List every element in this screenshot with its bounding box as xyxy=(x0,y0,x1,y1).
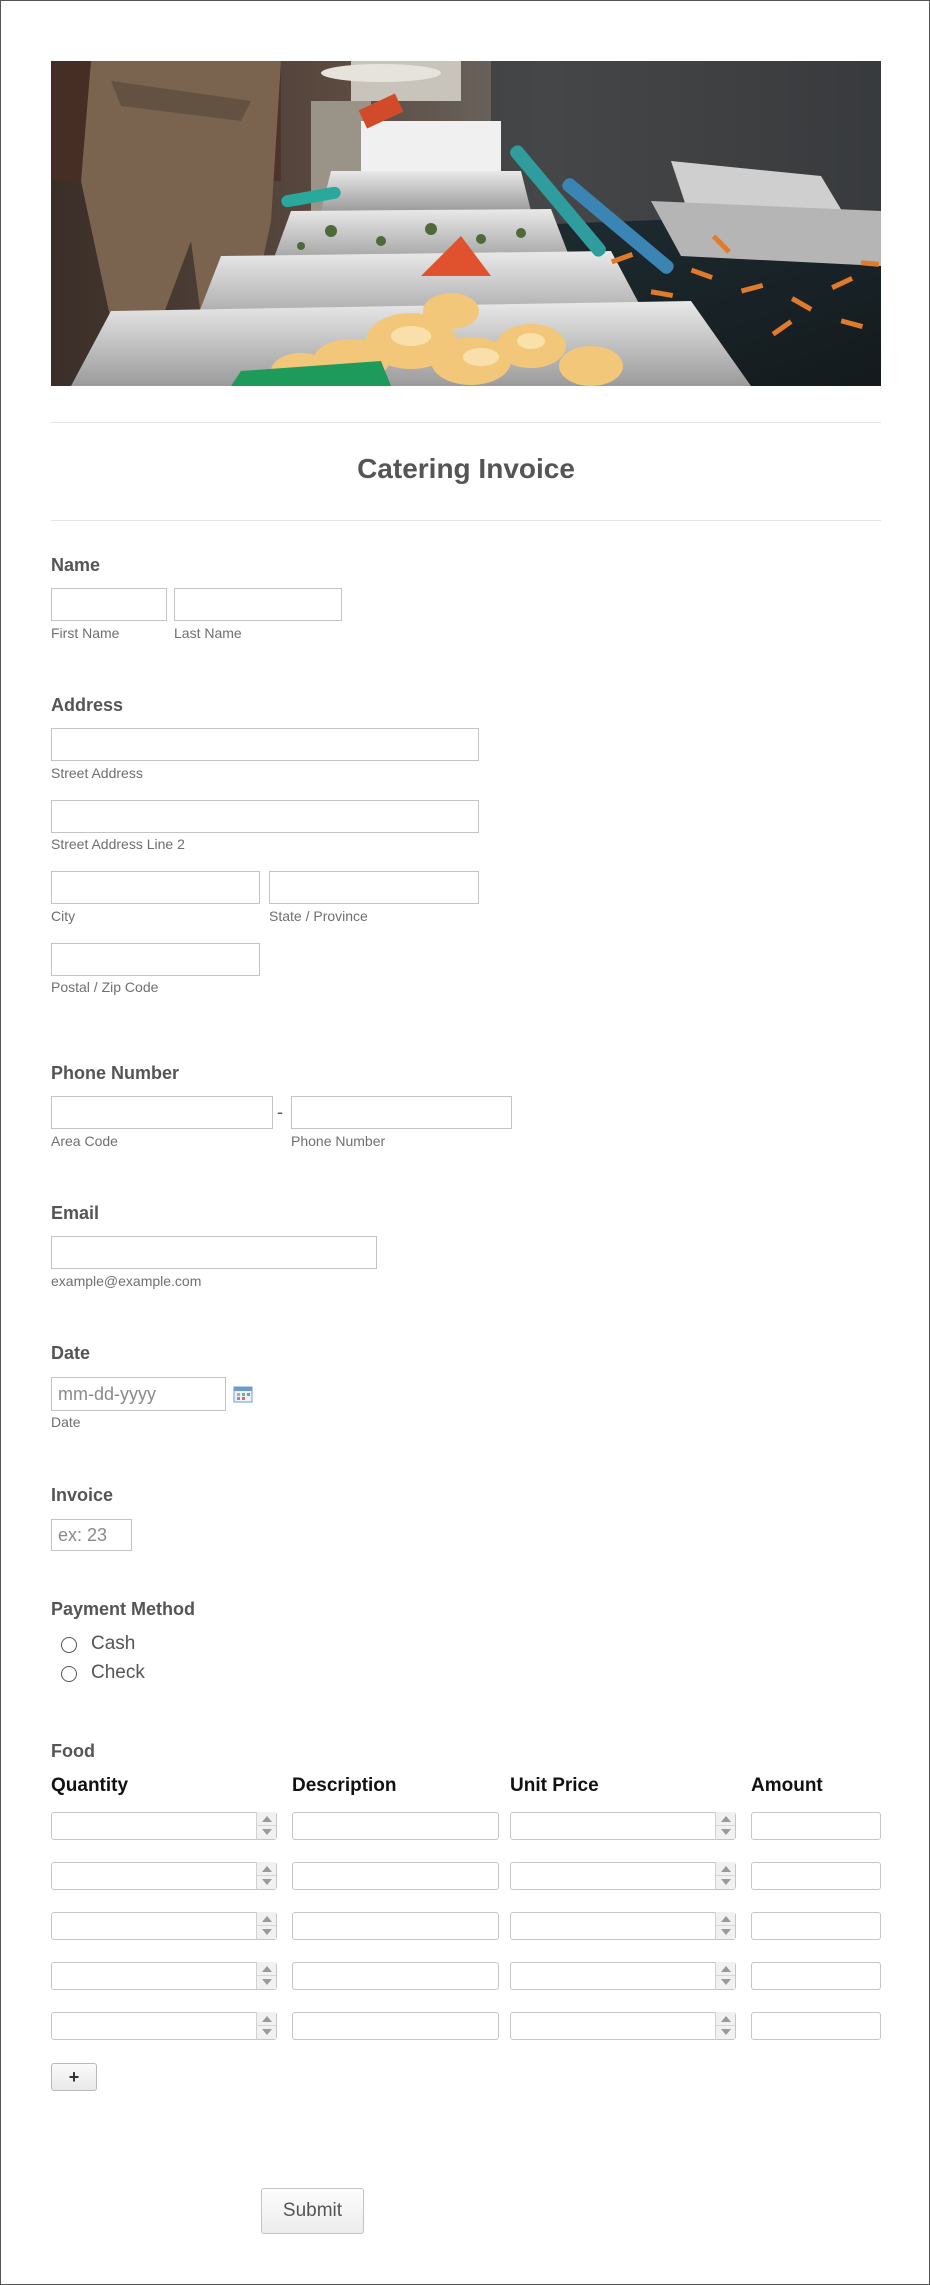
quantity-input-row-2[interactable] xyxy=(51,1862,277,1890)
spinner-up-icon[interactable] xyxy=(716,1912,735,1926)
email-sublabel: example@example.com xyxy=(51,1273,202,1289)
spinner-up-icon[interactable] xyxy=(716,1812,735,1826)
payment-cash-label[interactable]: Cash xyxy=(91,1633,136,1654)
postal-code-sublabel: Postal / Zip Code xyxy=(51,979,159,995)
unit-price-input-row-5[interactable] xyxy=(510,2012,736,2040)
description-input-row-5[interactable] xyxy=(292,2012,499,2040)
street-address-input[interactable] xyxy=(51,728,479,761)
unit-price-input-row-1[interactable] xyxy=(510,1812,736,1840)
description-input-row-1[interactable] xyxy=(292,1812,499,1840)
column-unit-price: Unit Price xyxy=(510,1775,599,1796)
amount-input-row-5[interactable] xyxy=(751,2012,881,2040)
phone-label: Phone Number xyxy=(51,1063,180,1083)
description-input-row-3[interactable] xyxy=(292,1912,499,1940)
calendar-icon[interactable] xyxy=(233,1385,253,1403)
invoice-input[interactable] xyxy=(51,1519,132,1551)
quantity-input-row-5-spinner[interactable] xyxy=(256,2012,276,2040)
hero-catering-image xyxy=(51,61,881,386)
amount-input-row-4[interactable] xyxy=(751,1962,881,1990)
last-name-input[interactable] xyxy=(174,588,342,621)
payment-check-radio[interactable] xyxy=(61,1666,77,1682)
amount-input-row-1[interactable] xyxy=(751,1812,881,1840)
spinner-up-icon[interactable] xyxy=(716,1862,735,1876)
payment-cash-radio[interactable] xyxy=(61,1637,77,1653)
unit-price-input-row-5-spinner[interactable] xyxy=(715,2012,735,2040)
state-province-input[interactable] xyxy=(269,871,479,904)
unit-price-input-row-2-spinner[interactable] xyxy=(715,1862,735,1890)
email-label: Email xyxy=(51,1203,100,1223)
unit-price-input-row-4[interactable] xyxy=(510,1962,736,1990)
first-name-sublabel: First Name xyxy=(51,625,120,641)
spinner-up-icon[interactable] xyxy=(716,2012,735,2026)
spinner-down-icon[interactable] xyxy=(716,1826,735,1839)
food-label: Food xyxy=(51,1741,95,1761)
area-code-input[interactable] xyxy=(51,1096,273,1129)
submit-button[interactable]: Submit xyxy=(261,2188,364,2234)
spinner-up-icon[interactable] xyxy=(257,1962,276,1976)
column-quantity: Quantity xyxy=(51,1775,129,1796)
divider-bottom xyxy=(51,520,881,521)
spinner-up-icon[interactable] xyxy=(716,1962,735,1976)
spinner-down-icon[interactable] xyxy=(257,1926,276,1939)
description-input-row-4[interactable] xyxy=(292,1962,499,1990)
quantity-input-row-5[interactable] xyxy=(51,2012,277,2040)
invoice-label: Invoice xyxy=(51,1485,114,1505)
quantity-input-row-2-spinner[interactable] xyxy=(256,1862,276,1890)
street-address-sublabel: Street Address xyxy=(51,765,143,781)
date-sublabel: Date xyxy=(51,1414,81,1430)
column-amount: Amount xyxy=(751,1775,823,1796)
spinner-down-icon[interactable] xyxy=(257,1976,276,1989)
quantity-input-row-3-spinner[interactable] xyxy=(256,1912,276,1940)
phone-number-sublabel: Phone Number xyxy=(291,1133,386,1149)
unit-price-input-row-4-spinner[interactable] xyxy=(715,1962,735,1990)
quantity-input-row-4-spinner[interactable] xyxy=(256,1962,276,1990)
city-sublabel: City xyxy=(51,908,76,924)
address-label: Address xyxy=(51,695,124,715)
column-description: Description xyxy=(292,1775,397,1796)
spinner-down-icon[interactable] xyxy=(716,1976,735,1989)
date-label: Date xyxy=(51,1343,91,1363)
quantity-input-row-4[interactable] xyxy=(51,1962,277,1990)
amount-input-row-2[interactable] xyxy=(751,1862,881,1890)
spinner-up-icon[interactable] xyxy=(257,2012,276,2026)
unit-price-input-row-3[interactable] xyxy=(510,1912,736,1940)
payment-check-label[interactable]: Check xyxy=(91,1662,145,1683)
postal-code-input[interactable] xyxy=(51,943,260,976)
add-row-button[interactable]: + xyxy=(51,2063,97,2091)
street-address-line2-input[interactable] xyxy=(51,800,479,833)
spinner-down-icon[interactable] xyxy=(257,1826,276,1839)
state-province-sublabel: State / Province xyxy=(269,908,368,924)
spinner-down-icon[interactable] xyxy=(257,2026,276,2039)
area-code-sublabel: Area Code xyxy=(51,1133,118,1149)
spinner-down-icon[interactable] xyxy=(716,2026,735,2039)
unit-price-input-row-2[interactable] xyxy=(510,1862,736,1890)
spinner-up-icon[interactable] xyxy=(257,1862,276,1876)
divider-top xyxy=(51,422,881,423)
unit-price-input-row-3-spinner[interactable] xyxy=(715,1912,735,1940)
phone-separator: - xyxy=(277,1102,283,1122)
amount-input-row-3[interactable] xyxy=(751,1912,881,1940)
last-name-sublabel: Last Name xyxy=(174,625,242,641)
spinner-up-icon[interactable] xyxy=(257,1912,276,1926)
date-input[interactable] xyxy=(51,1377,226,1411)
email-input[interactable] xyxy=(51,1236,377,1269)
first-name-input[interactable] xyxy=(51,588,167,621)
payment-method-label: Payment Method xyxy=(51,1599,196,1619)
spinner-down-icon[interactable] xyxy=(716,1876,735,1889)
spinner-up-icon[interactable] xyxy=(257,1812,276,1826)
spinner-down-icon[interactable] xyxy=(257,1876,276,1889)
phone-number-input[interactable] xyxy=(291,1096,512,1129)
street-address-line2-sublabel: Street Address Line 2 xyxy=(51,836,185,852)
quantity-input-row-1-spinner[interactable] xyxy=(256,1812,276,1840)
description-input-row-2[interactable] xyxy=(292,1862,499,1890)
name-label: Name xyxy=(51,555,101,575)
page-title: Catering Invoice xyxy=(357,453,575,484)
spinner-down-icon[interactable] xyxy=(716,1926,735,1939)
quantity-input-row-3[interactable] xyxy=(51,1912,277,1940)
quantity-input-row-1[interactable] xyxy=(51,1812,277,1840)
city-input[interactable] xyxy=(51,871,260,904)
unit-price-input-row-1-spinner[interactable] xyxy=(715,1812,735,1840)
